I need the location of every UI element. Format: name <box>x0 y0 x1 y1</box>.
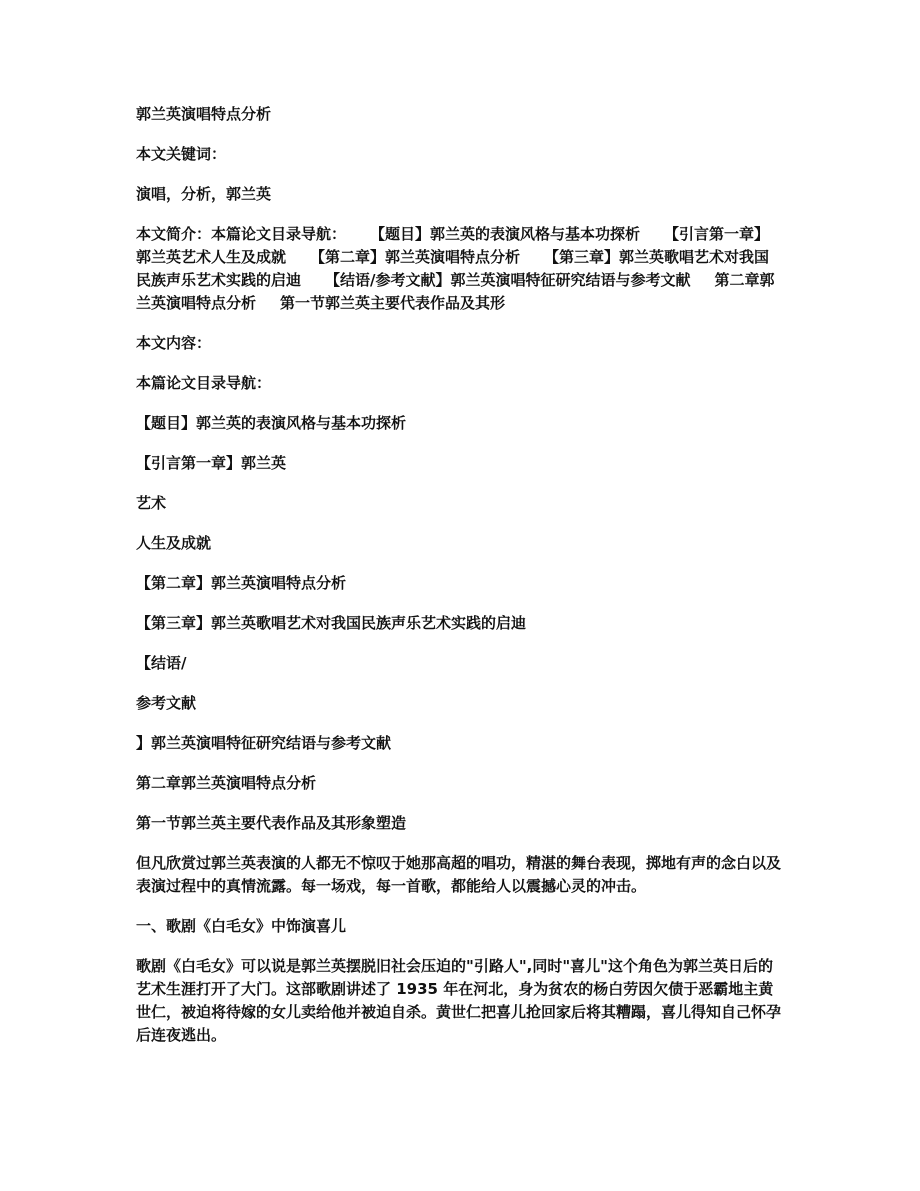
nav-line: 参考文献 <box>136 694 197 712</box>
nav-line: 【引言第一章】郭兰英 <box>136 454 287 472</box>
nav-line: 【结语/ <box>136 654 187 672</box>
nav-line: 艺术 <box>136 494 167 512</box>
summary-item: 【引言第一章】郭兰英艺术人生及成就 <box>136 225 770 266</box>
nav-line: 【题目】郭兰英的表演风格与基本功探析 <box>136 414 407 432</box>
document-title: 郭兰英演唱特点分析 <box>136 105 272 123</box>
summary-item: 【第二章】郭兰英演唱特点分析 <box>310 248 521 266</box>
document-page <box>136 103 784 1064</box>
summary-item: 【结语/参考文献】郭兰英演唱特征研究结语与参考文献 <box>325 271 691 289</box>
paragraph: 但凡欣赏过郭兰英表演的人都无不惊叹于她那高超的唱功，精湛的舞台表现，掷地有声的念白以及表演过程中的真情流露。每一场戏，每一首歌，都能给人以震撼心灵的冲击。 <box>136 854 782 895</box>
nav-line: 【第二章】郭兰英演唱特点分析 <box>136 574 347 592</box>
nav-line: 人生及成就 <box>136 534 212 552</box>
nav-line: 【第三章】郭兰英歌唱艺术对我国民族声乐艺术实践的启迪 <box>136 614 527 632</box>
summary-item: 【第三章】郭兰英歌唱艺术对我国民族声乐艺术实践的启迪 <box>136 248 770 289</box>
nav-line: 】郭兰英演唱特征研究结语与参考文献 <box>136 734 392 752</box>
content-label: 本文内容： <box>136 334 212 352</box>
summary-item: 【题目】郭兰英的表演风格与基本功探析 <box>370 225 641 243</box>
subheading: 一、歌剧《白毛女》中饰演喜儿 <box>136 917 347 935</box>
keywords: 演唱，分析，郭兰英 <box>136 185 272 203</box>
summary-item: 第二章郭兰英演唱特点分析 <box>136 271 775 312</box>
summary-block <box>136 223 784 315</box>
nav-label: 本篇论文目录导航： <box>136 374 272 392</box>
keywords-label: 本文关键词： <box>136 145 227 163</box>
chapter-heading: 第二章郭兰英演唱特点分析 <box>136 774 317 792</box>
paragraph: 歌剧《白毛女》可以说是郭兰英摆脱旧社会压迫的"引路人",同时"喜儿"这个角色为郭兰英日后的艺术生涯打开了大门。这部歌剧讲述了 1935 年在河北，身为贫农的杨白劳因欠债于恶霸地主黄世仁，被迫将待嫁的女儿卖给他并被迫自杀。黄世仁把喜儿抢回家后将其糟蹋，喜儿得知自己怀孕后连夜逃出。 <box>136 957 782 1044</box>
section-heading: 第一节郭兰英主要代表作品及其形象塑造 <box>136 814 407 832</box>
summary-label: 本文简介：本篇论文目录导航： <box>136 225 347 243</box>
summary-item: 第一节郭兰英主要代表作品及其形 <box>280 294 506 312</box>
